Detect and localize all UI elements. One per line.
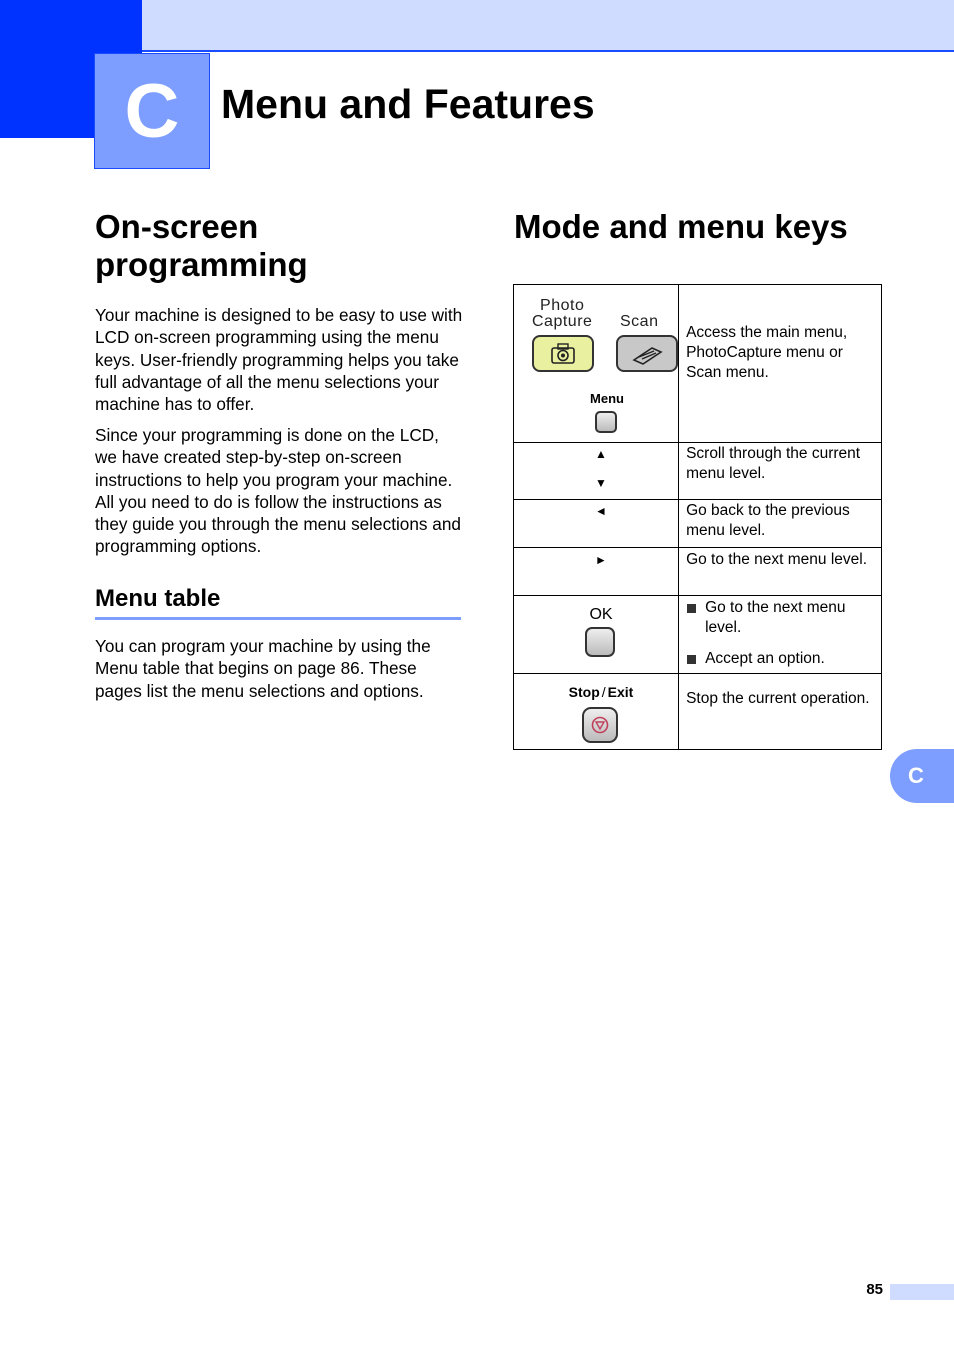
ok-bullets — [686, 596, 875, 669]
subsection-heading-menu-table: Menu table — [95, 584, 461, 620]
row-description: Access the main menu, PhotoCapture menu or Scan menu. — [686, 324, 848, 381]
section-heading-onscreen: On-screen programming — [95, 208, 308, 283]
stop-exit-button[interactable] — [582, 707, 618, 743]
table-row — [514, 596, 882, 674]
onscreen-paragraph-1: Your machine is designed to be easy to use with LCD on-screen programming using the menu keys. User-friendly programming helps you take full advantage of all the menu selections your machine has to offer. — [95, 305, 463, 415]
table-row — [514, 500, 882, 548]
photo-capture-button[interactable] — [532, 335, 594, 372]
row-description: Go back to the previous menu level. — [686, 502, 850, 539]
photo-capture-label — [532, 298, 592, 330]
bullet-item: Go to the next menu level. — [679, 598, 875, 638]
row-description: Stop the current operation. — [686, 690, 870, 707]
table-row — [514, 443, 882, 500]
onscreen-paragraph-2: Since your programming is done on the LCD, we have created step-by-step on-screen instructions to help you program your machine. All you need to do is follow the instructions as they guide you through the menu selections and programming options. — [95, 425, 461, 557]
row-description: Go to the next menu level. — [686, 551, 867, 568]
left-arrow-key[interactable]: ◄ — [595, 504, 607, 518]
right-arrow-key[interactable]: ► — [595, 553, 607, 567]
chapter-title: Menu and Features — [221, 81, 595, 127]
chapter-letter-box: C — [94, 53, 210, 169]
photo-label-line2: Capture — [532, 313, 593, 330]
description-cell — [679, 674, 882, 750]
up-arrow-key[interactable]: ▲ — [595, 447, 607, 461]
chapter-side-tab: C — [890, 749, 954, 803]
description-cell — [679, 443, 882, 500]
menu-label: Menu — [590, 391, 624, 406]
description-cell — [679, 285, 882, 443]
down-arrow-key[interactable]: ▼ — [595, 476, 607, 490]
scan-button[interactable] — [616, 335, 678, 372]
stop-exit-label — [514, 684, 688, 700]
key-cell — [514, 596, 679, 674]
mode-keys-table — [513, 284, 882, 750]
ok-label: OK — [589, 606, 613, 623]
menu-table-paragraph: You can program your machine by using the Menu table that begins on page 86. These pages list the menu selections and options. — [95, 636, 431, 701]
stop-icon — [590, 715, 610, 735]
key-cell — [514, 285, 679, 443]
row-description: Scroll through the current menu level. — [686, 445, 861, 482]
ok-button[interactable] — [585, 627, 615, 657]
photo-label-line1: Photo — [540, 297, 585, 314]
key-cell — [514, 443, 679, 500]
exit-label: Exit — [607, 684, 634, 700]
stop-exit-separator: / — [601, 684, 606, 700]
key-cell — [514, 500, 679, 548]
table-row — [514, 285, 882, 443]
table-row — [514, 548, 882, 596]
header-band — [0, 0, 954, 52]
description-cell — [679, 548, 882, 596]
key-cell — [514, 548, 679, 596]
page-number: 85 — [866, 1281, 883, 1298]
scanner-icon — [630, 342, 664, 366]
key-cell — [514, 674, 679, 750]
footer-bar — [890, 1284, 954, 1300]
menu-button[interactable] — [595, 411, 617, 433]
section-heading-mode-keys: Mode and menu keys — [514, 208, 848, 245]
stop-label: Stop — [568, 684, 600, 700]
description-cell — [679, 500, 882, 548]
scan-label: Scan — [620, 313, 659, 330]
description-cell — [679, 596, 882, 674]
table-row — [514, 674, 882, 750]
bullet-item: Accept an option. — [679, 649, 875, 669]
camera-icon — [548, 341, 578, 367]
